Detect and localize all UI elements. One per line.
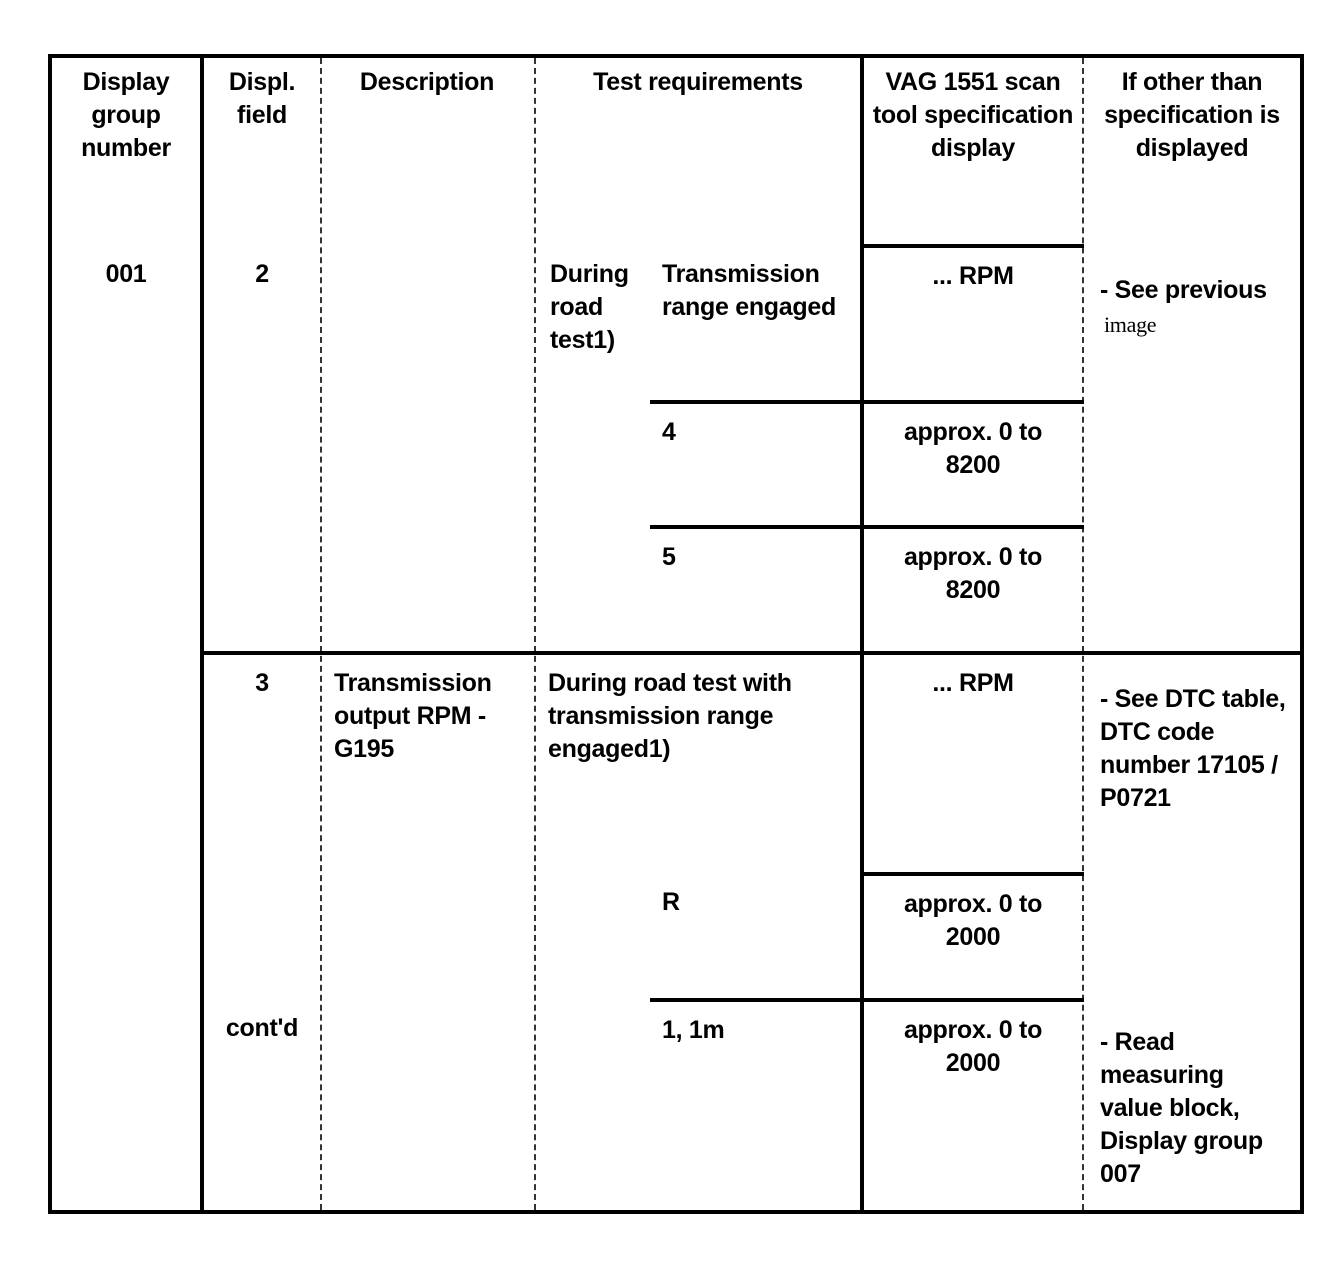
rule-gearR	[864, 872, 1084, 876]
read-measuring-block: - Read measuring value block, Display group 007	[1100, 1028, 1263, 1188]
see-previous: - See previous	[1100, 276, 1267, 304]
col-divider-1	[200, 58, 204, 1210]
col-divider-4	[860, 58, 864, 1210]
description-output-rpm: Transmission output RPM - G195	[334, 669, 492, 763]
display-field-2: 2	[255, 260, 269, 288]
during-road-test: During road test1)	[550, 260, 629, 354]
header-description: Description	[359, 68, 495, 96]
gear-5: 5	[662, 543, 676, 571]
rule-gear4	[650, 400, 1084, 404]
group-number: 001	[105, 260, 147, 288]
rule-block-divider	[204, 651, 1300, 655]
header-displ-field: Displ. field	[228, 68, 296, 129]
display-field-3: 3	[255, 669, 269, 697]
contd-label: cont'd	[225, 1014, 299, 1042]
rule-vag-header	[864, 244, 1084, 248]
approx-gear-5: approx. 0 to 8200	[903, 543, 1043, 604]
col-divider-5	[1082, 58, 1084, 1210]
approx-gear-r: approx. 0 to 2000	[903, 890, 1043, 951]
see-dtc-table: - See DTC table, DTC code number 17105 / P0721	[1100, 685, 1286, 812]
approx-gear-1: approx. 0 to 2000	[903, 1016, 1043, 1077]
col-divider-2	[320, 58, 322, 1210]
transmission-range-engaged: Transmission range engaged	[662, 260, 836, 321]
col-divider-3	[534, 58, 536, 1210]
rpm-spec-2: ... RPM	[932, 669, 1014, 697]
approx-gear-4: approx. 0 to 8200	[903, 418, 1043, 479]
rule-gear1	[650, 998, 1084, 1002]
header-vag-spec: VAG 1551 scan tool specification display	[872, 68, 1074, 162]
see-previous-image: image	[1104, 312, 1157, 337]
test-road-transmission: During road test with transmission range engaged1)	[548, 669, 792, 763]
header-test-requirements: Test requirements	[593, 68, 803, 96]
header-if-other: If other than specification is displayed	[1104, 68, 1280, 162]
gear-4: 4	[662, 418, 676, 446]
gear-1-1m: 1, 1m	[662, 1016, 725, 1044]
header-display-group: Display group number	[81, 68, 171, 162]
rpm-spec-1: ... RPM	[932, 262, 1014, 290]
gear-r: R	[662, 888, 680, 916]
rule-gear5	[650, 525, 1084, 529]
